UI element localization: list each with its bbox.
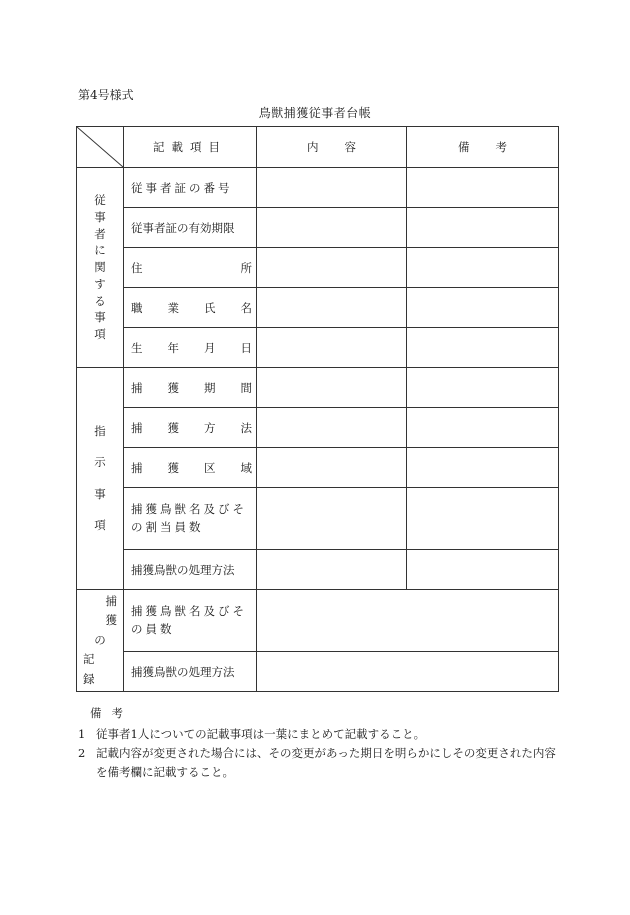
row-label xyxy=(124,448,257,488)
row-label xyxy=(124,328,257,368)
content-cell[interactable] xyxy=(257,368,407,408)
row-label: 捕獲鳥獣名及びその員数 xyxy=(124,590,257,652)
table-row xyxy=(77,488,559,550)
note-text: 記載内容が変更された場合には、その変更があった期日を明らかにしその変更された内容を備考欄に記載すること。 xyxy=(96,745,556,779)
row-label xyxy=(124,408,257,448)
form-number: 第4号様式 xyxy=(78,88,134,102)
header-row xyxy=(77,127,559,168)
row-label: 従事者証の有効期限 xyxy=(124,208,257,248)
row-label-text: 住 所 xyxy=(131,260,252,275)
remarks-cell[interactable] xyxy=(407,408,559,448)
table-row xyxy=(77,550,559,590)
remarks-cell[interactable] xyxy=(407,448,559,488)
row-label-text: 捕 獲 方 法 xyxy=(131,420,252,435)
table-row xyxy=(77,208,559,248)
content-cell[interactable] xyxy=(257,328,407,368)
remarks-cell[interactable] xyxy=(407,328,559,368)
group-label-employee: 従 事 者 に 関 す る 事 項 xyxy=(77,168,124,368)
table-row xyxy=(77,448,559,488)
content-cell[interactable] xyxy=(257,208,407,248)
notes-heading: 備考 xyxy=(90,706,133,720)
remarks-cell[interactable] xyxy=(407,550,559,590)
table-row xyxy=(77,590,559,652)
row-label-text: 捕 獲 期 間 xyxy=(131,380,252,395)
note-number: 2 xyxy=(78,745,86,760)
header-remarks: 備考 xyxy=(407,127,559,168)
diagonal-line xyxy=(77,127,123,167)
row-label xyxy=(124,248,257,288)
header-content: 内容 xyxy=(257,127,407,168)
content-cell[interactable] xyxy=(257,652,559,692)
table-row xyxy=(77,288,559,328)
remarks-cell[interactable] xyxy=(407,168,559,208)
remarks-cell[interactable] xyxy=(407,248,559,288)
content-cell[interactable] xyxy=(257,408,407,448)
table-row xyxy=(77,328,559,368)
table-row xyxy=(77,652,559,692)
remarks-cell[interactable] xyxy=(407,368,559,408)
content-cell[interactable] xyxy=(257,168,407,208)
row-label xyxy=(124,288,257,328)
note-item xyxy=(78,725,558,744)
notes-section xyxy=(78,704,558,782)
group-label-instructions: 指 示 事 項 xyxy=(77,368,124,590)
table-row xyxy=(77,248,559,288)
document-title: 鳥獣捕獲従事者台帳 xyxy=(258,106,372,120)
table-row xyxy=(77,408,559,448)
header-item: 記載項目 xyxy=(124,127,257,168)
row-label: 従事者証の番号 xyxy=(124,168,257,208)
row-label: 捕獲鳥獣名及びその割当員数 xyxy=(124,488,257,550)
note-text: 従事者1人についての記載事項は一葉にまとめて記載すること。 xyxy=(96,726,426,741)
table-row xyxy=(77,168,559,208)
content-cell[interactable] xyxy=(257,488,407,550)
row-label: 捕獲鳥獣の処理方法 xyxy=(124,652,257,692)
row-label-text: 捕 獲 区 域 xyxy=(131,460,252,475)
row-label: 捕獲鳥獣の処理方法 xyxy=(124,550,257,590)
note-item xyxy=(78,744,558,782)
remarks-cell[interactable] xyxy=(407,208,559,248)
content-cell[interactable] xyxy=(257,248,407,288)
row-label xyxy=(124,368,257,408)
content-cell[interactable] xyxy=(257,288,407,328)
content-cell[interactable] xyxy=(257,550,407,590)
content-cell[interactable] xyxy=(257,590,559,652)
register-table xyxy=(76,126,559,692)
row-label-text: 生 年 月 日 xyxy=(131,340,252,355)
table-row xyxy=(77,368,559,408)
note-number: 1 xyxy=(78,726,86,741)
remarks-cell[interactable] xyxy=(407,288,559,328)
content-cell[interactable] xyxy=(257,448,407,488)
row-label-text: 職 業 氏 名 xyxy=(131,300,252,315)
remarks-cell[interactable] xyxy=(407,488,559,550)
diagonal-corner-cell xyxy=(77,127,124,168)
group-label-capture-record: 捕 獲 の 記 録 xyxy=(77,590,124,692)
